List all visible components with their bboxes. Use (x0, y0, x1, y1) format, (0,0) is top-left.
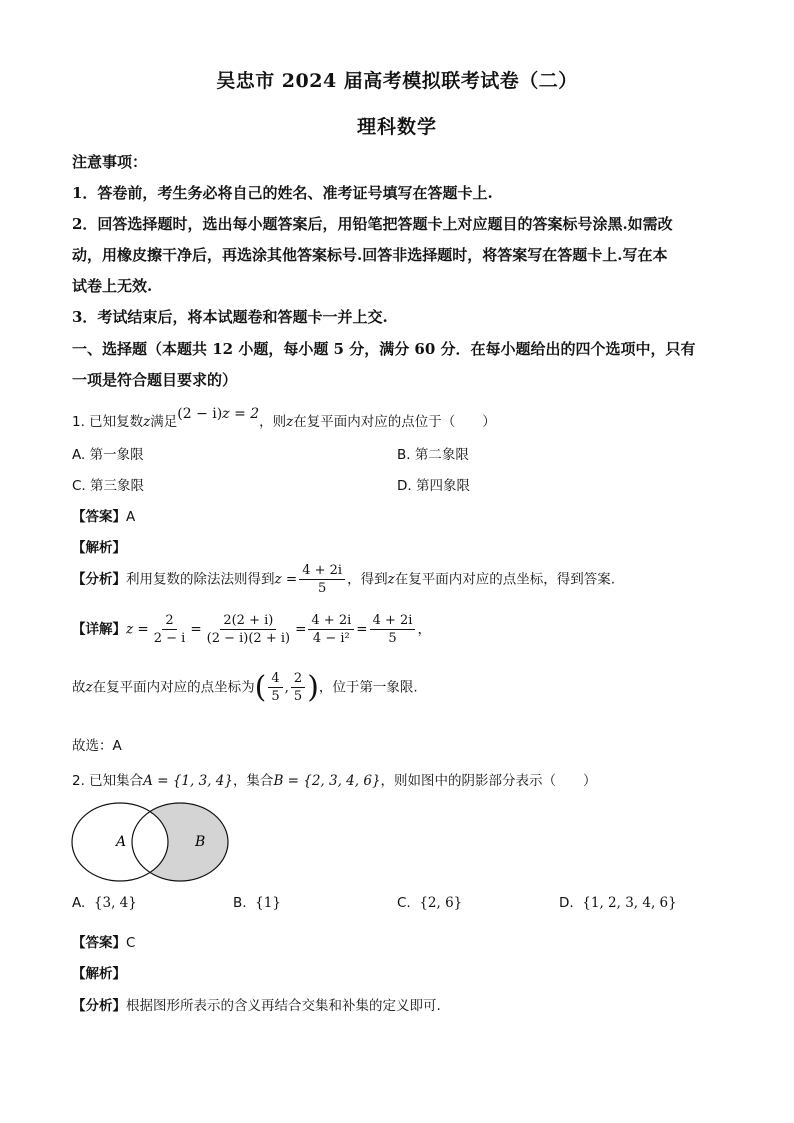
q2-option-d (559, 895, 677, 911)
q1-eq-close: ) (216, 406, 223, 422)
q1-fenxi-c: 在复平面内对应的点坐标，得到答案. (394, 571, 615, 588)
q2-option-c-label: C. (397, 895, 411, 911)
q2-answer (72, 931, 135, 951)
q2-option-b-label: B. (233, 895, 247, 911)
q2-option-d-label: D. (559, 895, 574, 911)
q1-detail-tag: 【详解】 (72, 621, 126, 638)
q2-fenxi-tag: 【分析】 (72, 998, 126, 1014)
q1-detail-eq-1: = (190, 621, 202, 638)
q1-detail-frac-2-den: (2 − i)(2 + i) (206, 631, 291, 646)
q2-option-a-value: {3, 4} (93, 895, 137, 911)
exam-subject: 理科数学 (356, 116, 437, 138)
notice-heading: 注意事项： (72, 153, 148, 171)
q1-eq-open: ( (177, 406, 183, 422)
q1-conc-c: ，位于第一象限. (318, 679, 418, 696)
q1-conc-frac-1-num: 4 (268, 670, 282, 688)
q1-fenxi-a: 利用复数的除法法则得到 (126, 571, 275, 588)
q1-detail-frac-2-num: 2(2 + i) (220, 612, 276, 630)
q1-fenxi-tag: 【分析】 (72, 571, 126, 588)
q1-detail-eq-2: = (295, 621, 307, 638)
q1-conc-var-z: z (85, 679, 93, 696)
q1-suffix-b: 在复平面内对应的点位于（ ） (293, 414, 496, 430)
q2-analysis-tag: 【解析】 (72, 966, 126, 982)
q1-fenxi-eq: z = (274, 571, 298, 588)
notice-item-2-cont: 动，用橡皮擦干净后，再选涂其他答案标号.回答非选择题时，将答案写在答题卡上.写在本 (72, 246, 668, 264)
q1-conc-frac-1-den: 5 (271, 689, 280, 704)
q1-conc-paren-close: ) (307, 670, 319, 705)
q1-conclusion (72, 670, 418, 705)
q1-answer-value: A (126, 509, 136, 525)
q1-conc-a: 故 (72, 679, 86, 696)
q1-var-z-2: z (286, 414, 294, 430)
q1-detail-frac-2 (204, 612, 293, 647)
q1-choose: 故选：A (72, 738, 122, 754)
q1-detail-frac-3 (308, 612, 354, 647)
q1-eq-rest: z = 2 (222, 406, 260, 422)
venn-diagram (68, 800, 234, 884)
q1-analysis-tag: 【解析】 (72, 540, 126, 556)
q2-suffix: ，则如图中的阴影部分表示（ ） (380, 773, 597, 789)
q1-detail-frac-1 (151, 612, 189, 647)
q1-detail-eq-3: = (356, 621, 368, 638)
q1-fenxi-var-z: z (387, 571, 395, 588)
q2-option-a (72, 895, 137, 911)
q1-equation (177, 406, 259, 422)
q1-detail-z: z = (126, 621, 149, 638)
q2-fenxi (72, 994, 441, 1014)
q1-fenxi-frac-den: 5 (318, 581, 327, 596)
q2-fenxi-text: 根据图形所表示的含义再结合交集和补集的定义即可. (126, 998, 441, 1014)
q1-detail-frac-4 (370, 612, 416, 647)
q1-conc-frac-2-den: 5 (293, 689, 303, 704)
section-heading-line1: 一、选择题（本题共 12 小题，每小题 5 分，满分 60 分．在每小题给出的四个选项中，只有 (72, 340, 696, 358)
q1-var-z: z (143, 414, 151, 430)
q2-set-b: B = {2, 3, 4, 6} (273, 773, 381, 789)
q1-eq-inner: 2 − i (182, 406, 217, 422)
q1-option-b: B. 第二象限 (397, 447, 469, 463)
notice-item-2-end: 试卷上无效. (72, 277, 153, 295)
q1-answer-tag: 【答案】 (72, 509, 126, 525)
q1-detail-frac-1-den: 2 − i (153, 631, 186, 646)
q1-detail-frac-3-num: 4 + 2i (308, 612, 354, 630)
q1-detail-frac-4-num: 4 + 2i (370, 612, 416, 630)
q2-prefix: 2. 已知集合 (72, 773, 144, 789)
q2-answer-value: C (126, 935, 136, 951)
q1-detail-frac-3-den: 4 − i² (312, 631, 350, 646)
q1-fenxi-frac (299, 562, 345, 597)
q2-stem (72, 769, 597, 789)
q1-suffix-a: ，则 (259, 414, 287, 430)
q1-fenxi-frac-num: 4 + 2i (299, 562, 345, 580)
q1-detail (72, 612, 431, 647)
venn-label-a: A (116, 834, 127, 850)
q1-conc-paren-open: ( (254, 670, 267, 705)
q1-option-c: C. 第三象限 (72, 478, 145, 494)
q2-option-a-label: A. (72, 895, 86, 911)
q1-option-d: D. 第四象限 (397, 478, 470, 494)
q2-option-c-value: {2, 6} (419, 895, 463, 911)
q1-conc-frac-2 (291, 670, 305, 705)
q1-stem (72, 406, 496, 430)
q1-prefix: 1. 已知复数 (72, 414, 144, 430)
q1-mid: 满足 (150, 414, 178, 430)
exam-title: 吴忠市 2024 届高考模拟联考试卷（二） (216, 70, 578, 92)
section-heading-line2: 一项是符合题目要求的） (72, 371, 238, 389)
q1-option-a: A. 第一象限 (72, 447, 144, 463)
q1-detail-end: ， (417, 621, 431, 638)
notice-item-3: 3．考试结束后，将本试题卷和答题卡一并上交. (72, 308, 388, 326)
q1-conc-frac-1 (268, 670, 282, 705)
q1-fenxi-b: ，得到 (347, 571, 388, 588)
q2-mid: ，集合 (232, 773, 274, 789)
q1-detail-frac-1-num: 2 (162, 612, 176, 630)
q1-conc-b: 在复平面内对应的点坐标为 (92, 679, 255, 696)
q1-detail-frac-4-den: 5 (388, 631, 397, 646)
q1-fenxi (72, 562, 615, 597)
q2-option-b (233, 895, 281, 911)
q2-option-c (397, 895, 462, 911)
q1-conc-frac-2-num: 2 (291, 670, 305, 688)
q1-conc-comma: , (284, 679, 289, 696)
q2-option-b-value: {1} (255, 895, 281, 911)
q2-set-a: A = {1, 3, 4} (143, 773, 233, 789)
notice-item-2: 2．回答选择题时，选出每小题答案后，用铅笔把答题卡上对应题目的答案标号涂黑.如需改 (72, 215, 673, 233)
q1-answer (72, 505, 135, 525)
notice-item-1: 1．答卷前，考生务必将自己的姓名、准考证号填写在答题卡上. (72, 184, 493, 202)
q2-answer-tag: 【答案】 (72, 935, 126, 951)
venn-label-b: B (195, 834, 206, 850)
q2-option-d-value: {1, 2, 3, 4, 6} (582, 895, 677, 911)
